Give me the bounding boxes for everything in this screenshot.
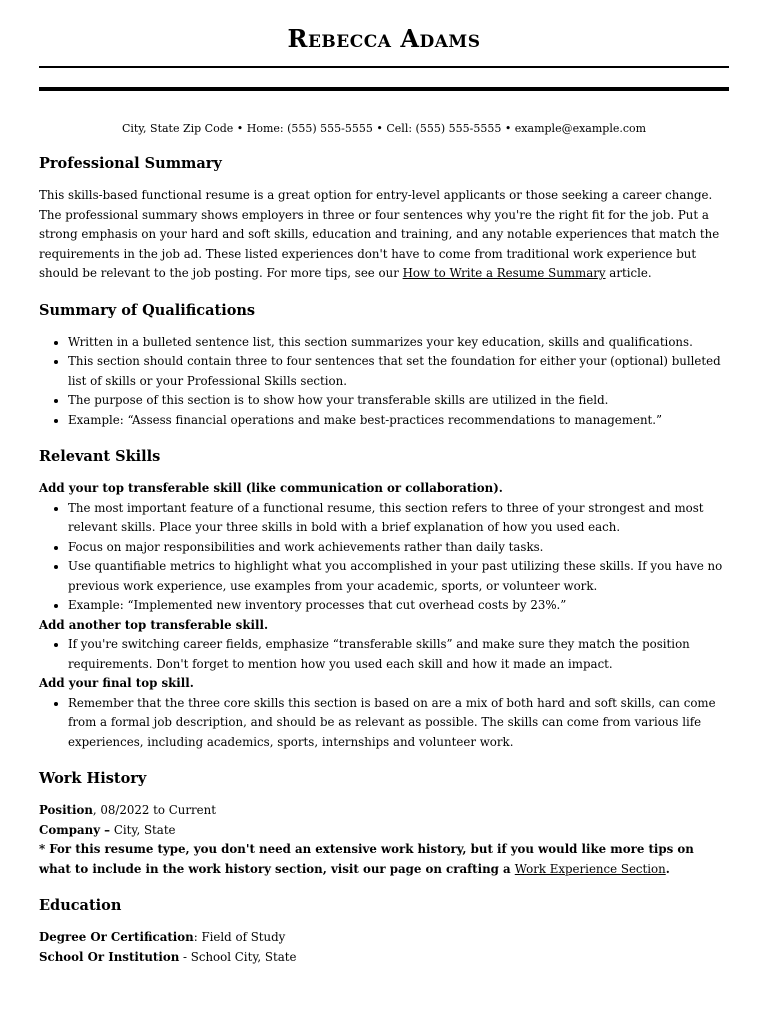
header-rule-thick [39,87,729,91]
list-item: • This section should contain three to four sentences that set the foundation for either your (optional) bulleted list of skills or your Professional Skills section. [68,352,729,391]
skills-section [39,447,729,752]
list-item: • Written in a bulleted sentence list, this section summarizes your key education, skills and qualifications. [68,333,729,353]
contact-line: City, State Zip Code • Home: (555) 555-5555 • Cell: (555) 555-5555 • example@example.com [121,122,647,135]
company-label: Company – [39,822,111,837]
work-history-section [39,769,729,879]
list-item: • Example: “Implemented new inventory processes that cut overhead costs by 23%.” [68,596,729,616]
company-line [39,821,729,841]
candidate-name: Rebecca Adams [287,24,481,53]
degree-field: : Field of Study [193,930,286,944]
list-item: • Focus on major responsibilities and work achievements rather than daily tasks. [68,538,729,558]
qualifications-section [39,301,729,431]
list-item: • The purpose of this section is to show how your transferable skills are utilized in the field. [68,391,729,411]
school-location: - School City, State [179,949,297,964]
school-line [39,948,729,968]
skill-heading: Add your final top skill. [39,676,194,690]
education-title: Education [39,897,122,914]
company-location: City, State [110,822,176,837]
resume-summary-link[interactable]: How to Write a Resume Summary [402,266,606,280]
work-history-note [39,840,729,879]
position-dates: , 08/2022 to Current [92,803,216,817]
list-item: • If you're switching career fields, emphasize “transferable skills” and make sure they match the position requirements. Don't forget to mention how you used each skill and how it made an impact. [68,635,729,674]
list-item: • Remember that the three core skills this section is based on are a mix of both hard and soft skills, can come from a formal job description, and should be as relevant as possible. The skills can come from various life experiences, including academics, sports, internships and volunteer work. [68,694,729,753]
professional-summary-section [39,154,729,284]
school-label: School Or Institution [39,949,180,964]
degree-line [39,928,729,948]
professional-summary-text [39,186,729,284]
header-rule-thin [39,66,729,68]
list-item: • The most important feature of a functional resume, this section refers to three of your strongest and most relevant skills. Place your three skills in bold with a brief explanation of how you used each. [68,499,729,538]
work-history-title: Work History [39,770,147,787]
list-item: • Use quantifiable metrics to highlight what you accomplished in your past utilizing these skills. If you have no previous work experience, use examples from your academic, sports, or volunteer work. [68,557,729,596]
degree-label: Degree Or Certification [39,930,194,944]
skill-list [39,499,729,616]
summary-after-link: article. [605,266,652,280]
list-item: • Example: “Assess financial operations and make best-practices recommendations to management.” [68,411,729,431]
summary-body: This skills-based functional resume is a great option for entry-level applicants or those seeking a career change. The professional summary shows employers in three or four sentences why you're the right fit for the job. Put a strong emphasis on your hard and soft skills, education and training, and any notable experiences that match the requirements in the job ad. These listed experiences don't have to come from traditional work experience but should be relevant to the job posting. For more tips, see our [39,188,720,280]
education-section [39,896,729,967]
skills-title: Relevant Skills [39,448,161,465]
position-line [39,801,729,821]
skill-heading: Add another top transferable skill. [39,617,269,632]
skill-list [39,635,729,674]
skill-list [39,694,729,753]
professional-summary-title: Professional Summary [39,155,222,172]
qualifications-list [39,333,729,431]
position-label: Position [39,803,93,817]
work-experience-link[interactable]: Work Experience Section [514,861,666,876]
qualifications-title: Summary of Qualifications [39,301,256,319]
note-end: . [665,861,670,876]
note-text: * For this resume type, you don't need an extensive work history, but if you would like more tips on what to include in the work history section, visit our page on crafting a [39,842,694,876]
skill-heading: Add your top transferable skill (like communication or collaboration). [39,481,503,495]
